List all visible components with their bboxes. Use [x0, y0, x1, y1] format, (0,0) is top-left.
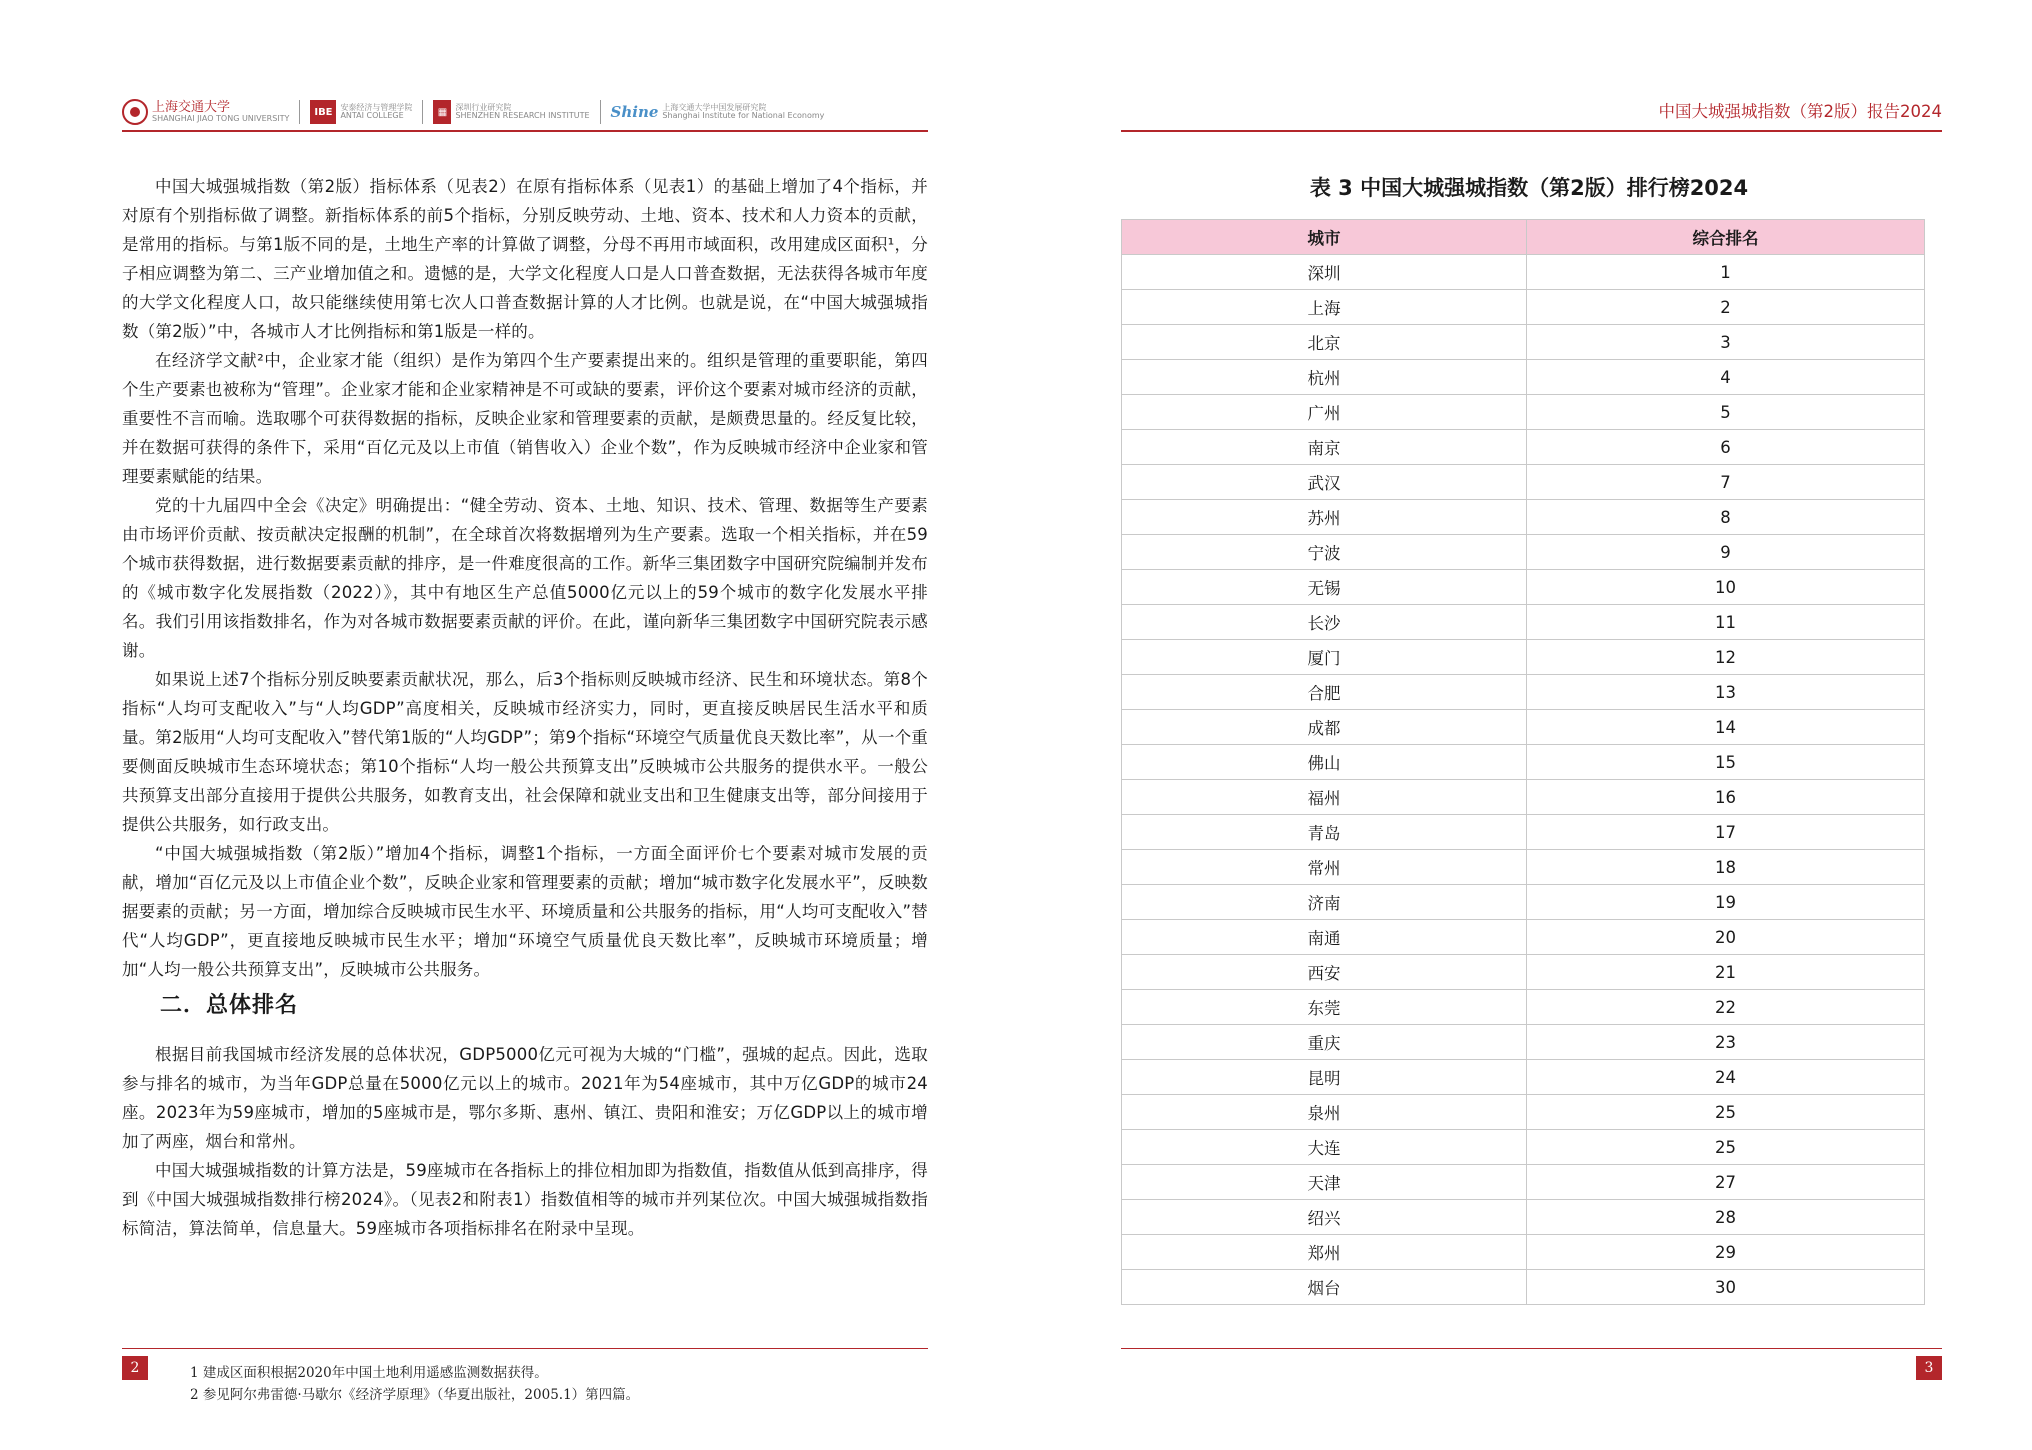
- cell-city: 烟台: [1122, 1270, 1527, 1305]
- table-row: [1122, 535, 1925, 570]
- cell-rank: 22: [1527, 990, 1925, 1025]
- cell-rank: 27: [1527, 1165, 1925, 1200]
- table-row: [1122, 255, 1925, 290]
- header-rule: [122, 130, 928, 132]
- cell-city: 南京: [1122, 430, 1527, 465]
- antai-sub: ANTAI COLLEGE: [340, 111, 404, 120]
- shine-sub: Shanghai Institute for National Economy: [662, 111, 825, 120]
- institute-mark-icon: ▦: [433, 100, 451, 124]
- cell-city: 大连: [1122, 1130, 1527, 1165]
- column-header-rank: 综合排名: [1527, 220, 1925, 255]
- footnote: 2 参见阿尔弗雷德·马歇尔《经济学原理》（华夏出版社，2005.1）第四篇。: [190, 1387, 640, 1403]
- ranking-table: [1121, 219, 1925, 1305]
- running-title: 中国大城强城指数（第2版）报告2024: [1658, 102, 1942, 121]
- institute-logo: [433, 100, 589, 124]
- cell-city: 杭州: [1122, 360, 1527, 395]
- cell-rank: 28: [1527, 1200, 1925, 1235]
- cell-rank: 16: [1527, 780, 1925, 815]
- paragraph: 中国大城强城指数（第2版）指标体系（见表2）在原有指标体系（见表1）的基础上增加了4个指标，并对原有个别指标做了调整。新指标体系的前5个指标，分别反映劳动、土地、资本、技术和人力资本的贡献，是常用的指标。与第1版不同的是，土地生产率的计算做了调整，分母不再用市域面积，改用建成区面积¹，分子相应调整为第二、三产业增加值之和。遗憾的是，大学文化程度人口是人口普查数据，无法获得各城市年度的大学文化程度人口，故只能继续使用第七次人口普查数据计算的人才比例。也就是说，在“中国大城强城指数（第2版）”中，各城市人才比例指标和第1版是一样的。: [122, 177, 928, 341]
- table-body: [1122, 255, 1925, 1305]
- table-row: [1122, 1165, 1925, 1200]
- header-logos: [122, 98, 824, 126]
- table-row: [1122, 1095, 1925, 1130]
- cell-rank: 1: [1527, 255, 1925, 290]
- cell-rank: 24: [1527, 1060, 1925, 1095]
- table-caption: 表 3 中国大城强城指数（第2版）排行榜2024: [1309, 176, 1749, 200]
- cell-city: 重庆: [1122, 1025, 1527, 1060]
- cell-city: 长沙: [1122, 605, 1527, 640]
- sjtu-seal-icon: [122, 99, 148, 125]
- cell-rank: 5: [1527, 395, 1925, 430]
- right-page: [1016, 0, 2032, 1450]
- footer-rule: [1121, 1348, 1942, 1349]
- cell-city: 济南: [1122, 885, 1527, 920]
- cell-city: 北京: [1122, 325, 1527, 360]
- table-row: [1122, 605, 1925, 640]
- cell-rank: 25: [1527, 1130, 1925, 1165]
- cell-city: 广州: [1122, 395, 1527, 430]
- footnotes: [190, 1362, 639, 1406]
- cell-rank: 17: [1527, 815, 1925, 850]
- paragraph: 根据目前我国城市经济发展的总体状况，GDP5000亿元可视为大城的“门槛”，强城的起点。因此，选取参与排名的城市，为当年GDP总量在5000亿元以上的城市。2021年为54座城市，其中万亿GDP的城市24座。2023年为59座城市，增加的5座城市是，鄂尔多斯、惠州、镇江、贵阳和淮安；万亿GDP以上的城市增加了两座，烟台和常州。: [122, 1045, 928, 1151]
- cell-rank: 20: [1527, 920, 1925, 955]
- cell-city: 成都: [1122, 710, 1527, 745]
- table-row: [1122, 640, 1925, 675]
- cell-city: 青岛: [1122, 815, 1527, 850]
- cell-city: 西安: [1122, 955, 1527, 990]
- cell-rank: 2: [1527, 290, 1925, 325]
- cell-rank: 10: [1527, 570, 1925, 605]
- sjtu-name: 上海交通大学: [152, 99, 231, 115]
- table-row: [1122, 395, 1925, 430]
- logo-divider: [299, 100, 300, 124]
- cell-rank: 14: [1527, 710, 1925, 745]
- table-row: [1122, 745, 1925, 780]
- table-row: [1122, 500, 1925, 535]
- cell-city: 昆明: [1122, 1060, 1527, 1095]
- antai-name: 安泰经济与管理学院: [340, 102, 413, 112]
- table-row: [1122, 675, 1925, 710]
- cell-city: 绍兴: [1122, 1200, 1527, 1235]
- cell-rank: 3: [1527, 325, 1925, 360]
- cell-city: 无锡: [1122, 570, 1527, 605]
- logo-divider: [422, 100, 423, 124]
- cell-rank: 6: [1527, 430, 1925, 465]
- table-row: [1122, 955, 1925, 990]
- table-row: [1122, 885, 1925, 920]
- cell-city: 苏州: [1122, 500, 1527, 535]
- cell-city: 南通: [1122, 920, 1527, 955]
- cell-city: 深圳: [1122, 255, 1527, 290]
- institute-sub: SHENZHEN RESEARCH INSTITUTE: [455, 111, 590, 120]
- table-row: [1122, 780, 1925, 815]
- cell-rank: 18: [1527, 850, 1925, 885]
- cell-rank: 25: [1527, 1095, 1925, 1130]
- cell-city: 福州: [1122, 780, 1527, 815]
- body-text-bottom: [122, 1040, 928, 1243]
- table-row: [1122, 1270, 1925, 1305]
- cell-city: 合肥: [1122, 675, 1527, 710]
- table-row: [1122, 430, 1925, 465]
- cell-city: 上海: [1122, 290, 1527, 325]
- cell-rank: 11: [1527, 605, 1925, 640]
- table-row: [1122, 1025, 1925, 1060]
- cell-rank: 23: [1527, 1025, 1925, 1060]
- cell-rank: 4: [1527, 360, 1925, 395]
- sjtu-sub: SHANGHAI JIAO TONG UNIVERSITY: [152, 113, 290, 123]
- cell-city: 天津: [1122, 1165, 1527, 1200]
- table-row: [1122, 1060, 1925, 1095]
- table-row: [1122, 850, 1925, 885]
- table-row: [1122, 1130, 1925, 1165]
- cell-rank: 7: [1527, 465, 1925, 500]
- column-header-city: 城市: [1122, 220, 1527, 255]
- sjtu-logo: [122, 99, 289, 125]
- table-row: [1122, 990, 1925, 1025]
- body-text-top: [122, 172, 928, 984]
- shine-logo: [611, 103, 825, 121]
- cell-rank: 13: [1527, 675, 1925, 710]
- footnote: 1 建成区面积根据2020年中国土地利用遥感监测数据获得。: [190, 1365, 548, 1381]
- institute-name: 深圳行业研究院: [455, 102, 512, 112]
- antai-box: IBE: [310, 100, 336, 124]
- paragraph: 在经济学文献²中，企业家才能（组织）是作为第四个生产要素提出来的。组织是管理的重要职能，第四个生产要素也被称为“管理”。企业家才能和企业家精神是不可或缺的要素，评价这个要素对城市经济的贡献，重要性不言而喻。选取哪个可获得数据的指标，反映企业家和管理要素的贡献，是颇费思量的。经反复比较，并在数据可获得的条件下，采用“百亿元及以上市值（销售收入）企业个数”，作为反映城市经济中企业家和管理要素赋能的结果。: [122, 351, 928, 486]
- cell-rank: 21: [1527, 955, 1925, 990]
- cell-city: 泉州: [1122, 1095, 1527, 1130]
- cell-rank: 29: [1527, 1235, 1925, 1270]
- cell-rank: 9: [1527, 535, 1925, 570]
- table-row: [1122, 1200, 1925, 1235]
- cell-city: 佛山: [1122, 745, 1527, 780]
- cell-city: 宁波: [1122, 535, 1527, 570]
- paragraph: 党的十九届四中全会《决定》明确提出：“健全劳动、资本、土地、知识、技术、管理、数据等生产要素由市场评价贡献、按贡献决定报酬的机制”，在全球首次将数据增列为生产要素。选取一个相关指标，并在59个城市获得数据，进行数据要素贡献的排序，是一件难度很高的工作。新华三集团数字中国研究院编制并发布的《城市数字化发展指数（2022）》，其中有地区生产总值5000亿元以上的59个城市的数字化发展水平排名。我们引用该指数排名，作为对各城市数据要素贡献的评价。在此，谨向新华三集团数字中国研究院表示感谢。: [122, 496, 928, 660]
- table-row: [1122, 325, 1925, 360]
- shine-name: 上海交通大学中国发展研究院: [662, 102, 767, 112]
- cell-city: 东莞: [1122, 990, 1527, 1025]
- footer-rule: [122, 1348, 928, 1349]
- cell-rank: 30: [1527, 1270, 1925, 1305]
- table-row: [1122, 815, 1925, 850]
- table-row: [1122, 360, 1925, 395]
- cell-city: 常州: [1122, 850, 1527, 885]
- table-header-row: [1122, 220, 1925, 255]
- table-row: [1122, 290, 1925, 325]
- table-row: [1122, 465, 1925, 500]
- antai-logo: [310, 100, 412, 124]
- table-row: [1122, 710, 1925, 745]
- page-number: 2: [122, 1356, 148, 1380]
- header-rule: [1121, 130, 1942, 132]
- cell-city: 郑州: [1122, 1235, 1527, 1270]
- cell-rank: 8: [1527, 500, 1925, 535]
- cell-city: 厦门: [1122, 640, 1527, 675]
- paragraph: “中国大城强城指数（第2版）”增加4个指标，调整1个指标，一方面全面评价七个要素对城市发展的贡献，增加“百亿元及以上市值企业个数”，反映企业家和管理要素的贡献；增加“城市数字化发展水平”，反映数据要素的贡献；另一方面，增加综合反映城市民生水平、环境质量和公共服务的指标，用“人均可支配收入”替代“人均GDP”，更直接地反映城市民生水平；增加“环境空气质量优良天数比率”，反映城市环境质量；增加“人均一般公共预算支出”，反映城市公共服务。: [122, 844, 928, 979]
- cell-rank: 12: [1527, 640, 1925, 675]
- table-row: [1122, 920, 1925, 955]
- table-row: [1122, 1235, 1925, 1270]
- cell-rank: 19: [1527, 885, 1925, 920]
- section-heading: 二．总体排名: [160, 993, 299, 1018]
- logo-divider: [600, 100, 601, 124]
- table-row: [1122, 570, 1925, 605]
- paragraph: 如果说上述7个指标分别反映要素贡献状况，那么，后3个指标则反映城市经济、民生和环境状态。第8个指标“人均可支配收入”与“人均GDP”高度相关，反映城市经济实力，同时，更直接反映居民生活水平和质量。第2版用“人均可支配收入”替代第1版的“人均GDP”；第9个指标“环境空气质量优良天数比率”，从一个重要侧面反映城市生态环境状态；第10个指标“人均一般公共预算支出”反映城市公共服务的提供水平。一般公共预算支出部分直接用于提供公共服务，如教育支出，社会保障和就业支出和卫生健康支出等，部分间接用于提供公共服务，如行政支出。: [122, 670, 928, 834]
- shine-mark: Shine: [610, 103, 659, 121]
- cell-city: 武汉: [1122, 465, 1527, 500]
- page-number: 3: [1916, 1356, 1942, 1380]
- paragraph: 中国大城强城指数的计算方法是，59座城市在各指标上的排位相加即为指数值，指数值从低到高排序，得到《中国大城强城指数排行榜2024》。（见表2和附表1）指数值相等的城市并列某位次。中国大城强城指数指标简洁，算法简单，信息量大。59座城市各项指标排名在附录中呈现。: [122, 1161, 928, 1238]
- cell-rank: 15: [1527, 745, 1925, 780]
